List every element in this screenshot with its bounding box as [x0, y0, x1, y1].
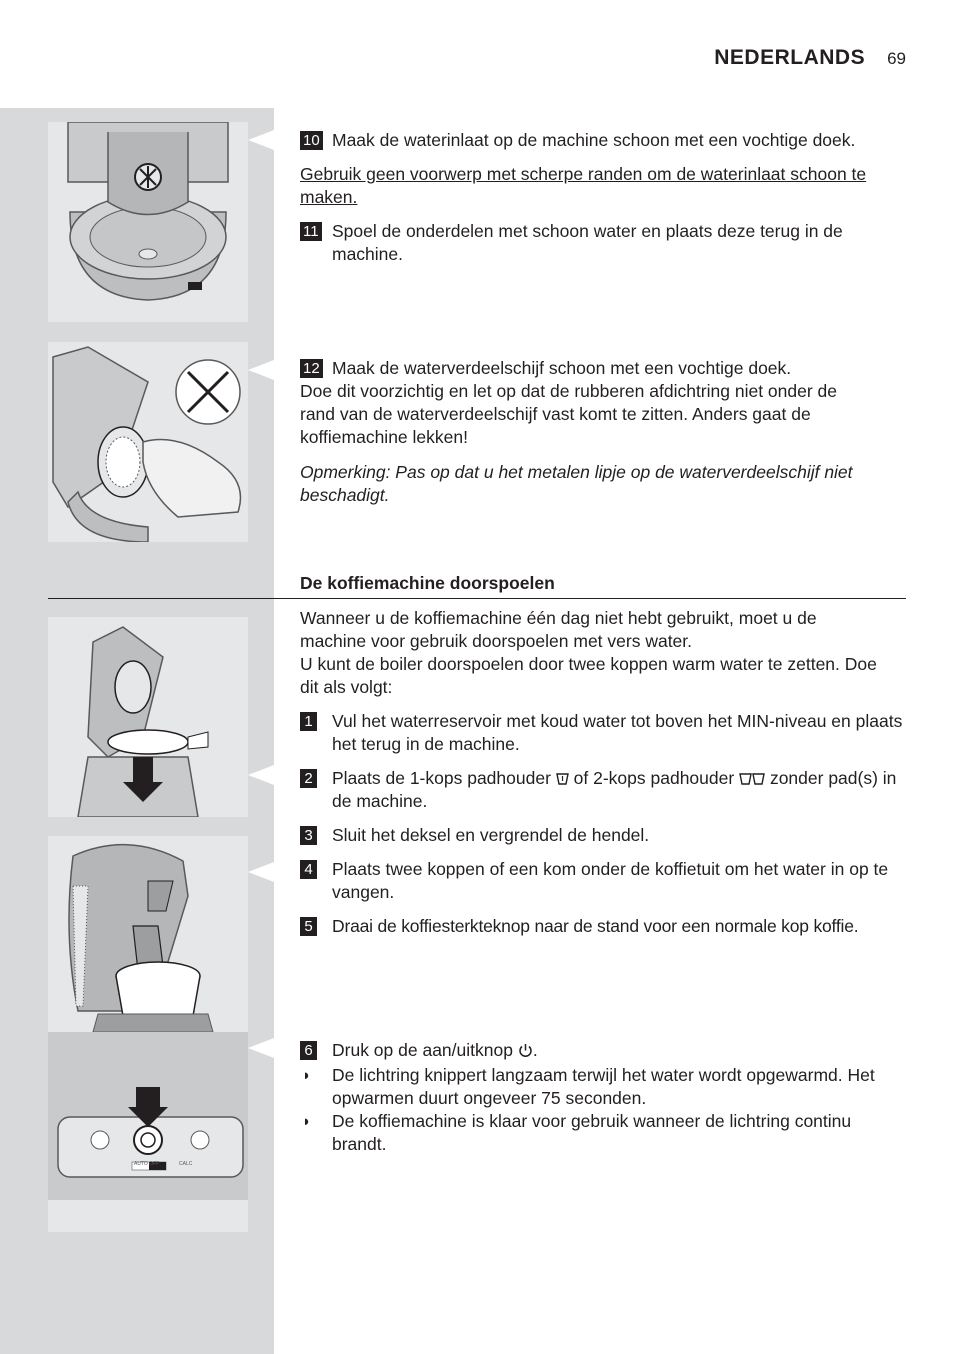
step-number: 12: [300, 359, 323, 378]
step-number: 4: [300, 860, 317, 879]
block-flush-steps: [300, 607, 910, 949]
two-cup-icon: [739, 772, 765, 786]
pointer-3: [248, 765, 274, 785]
block-dispersion-disc: [300, 357, 870, 507]
step-number: 10: [300, 131, 323, 150]
step-number: 11: [300, 222, 322, 241]
illustration-control-panel-base: [48, 1200, 248, 1232]
flush-step-2: [300, 767, 910, 813]
language-label: NEDERLANDS: [714, 46, 866, 69]
list-item: [300, 1110, 910, 1156]
calc-label: CALC: [179, 1161, 193, 1167]
step-number: 5: [300, 917, 317, 936]
illustration-water-inlet: [48, 122, 248, 322]
illustration-pod-holder: [48, 617, 248, 817]
step-10: [300, 129, 910, 152]
flush-step-1: [300, 710, 910, 756]
step-text-b: of 2-kops padhouder: [573, 768, 735, 788]
illustration-control-panel: [48, 1032, 248, 1200]
page-header: [714, 46, 906, 70]
bullet-icon: ◗: [302, 1067, 312, 1084]
step-6: 6 Druk op de aan/uitknop .: [300, 1039, 910, 1062]
step-number: 6: [300, 1041, 317, 1060]
step-12-detail: Doe dit voorzichtig en let op dat de rubberen afdichtring niet onder de rand van de waterverdeelschijf vast komt te zitten. Anders gaat de koffiemachine lekken!: [300, 381, 838, 447]
list-item: [300, 1064, 910, 1110]
pointer-5: [248, 1038, 274, 1058]
intro-paragraph-1: Wanneer u de koffiemachine één dag niet hebt gebruikt, moet u de machine voor gebruik doorspoelen met vers water.: [300, 608, 817, 651]
step-text: Sluit het deksel en vergrendel de hendel.: [332, 825, 650, 845]
step-text: Vul het waterreservoir met koud water tot boven het MIN-niveau en plaats het terug in de machine.: [332, 711, 903, 754]
flush-step-3: [300, 824, 910, 847]
step-11: [300, 220, 910, 266]
intro-paragraph-2: U kunt de boiler doorspoelen door twee koppen warm water te zetten. Doe dit als volgt:: [300, 654, 877, 697]
page-number: 69: [887, 49, 906, 68]
step-number: 1: [300, 712, 317, 731]
flush-step-4: [300, 858, 910, 904]
pointer-2: [248, 360, 274, 380]
step-text: Druk op de aan/uitknop: [332, 1040, 513, 1060]
bullet-text: De koffiemachine is klaar voor gebruik wanneer de lichtring continu brandt.: [332, 1111, 852, 1154]
bullet-icon: ◗: [302, 1113, 312, 1130]
flush-step-5: [300, 915, 910, 938]
step-text: Plaats twee koppen of een kom onder de koffietuit om het water in op te vangen.: [332, 859, 889, 902]
section-title: De koffiemachine doorspoelen: [300, 573, 555, 593]
step-text: Draai de koffiesterkteknop naar de stand voor een normale kop koffie.: [332, 916, 859, 936]
pointer-4: [248, 862, 274, 882]
block-water-inlet: [300, 129, 910, 277]
bullet-text: De lichtring knippert langzaam terwijl het water wordt opgewarmd. Het opwarmen duurt ongeveer 75 seconden.: [332, 1065, 875, 1108]
note-text: Opmerking: Pas op dat u het metalen lipje op de waterverdeelschijf niet beschadigt.: [300, 462, 853, 505]
warning-text: Gebruik geen voorwerp met scherpe randen om de waterinlaat schoon te maken.: [300, 164, 867, 207]
section-divider: [48, 598, 906, 599]
illustration-cup-under-spout: [48, 836, 248, 1032]
step-text: Spoel de onderdelen met schoon water en plaats deze terug in de machine.: [332, 221, 843, 264]
power-icon: [518, 1043, 533, 1058]
illustration-dispersion-disc: [48, 342, 248, 542]
step-text-c: zonder pad(s) in de machine.: [332, 768, 897, 811]
block-power-on: [300, 1039, 910, 1156]
step-number: 3: [300, 826, 317, 845]
step-text: Maak de waterinlaat op de machine schoon met een vochtige doek.: [332, 130, 856, 150]
one-cup-icon: [556, 772, 569, 786]
step-text-a: Plaats de 1-kops padhouder: [332, 768, 551, 788]
auto-off-label: AUTO OFF: [134, 1161, 160, 1167]
step-text: Maak de waterverdeelschijf schoon met een vochtige doek.: [332, 358, 792, 378]
step-number: 2: [300, 769, 317, 788]
pointer-1: [248, 130, 274, 150]
step-12: [300, 357, 870, 380]
